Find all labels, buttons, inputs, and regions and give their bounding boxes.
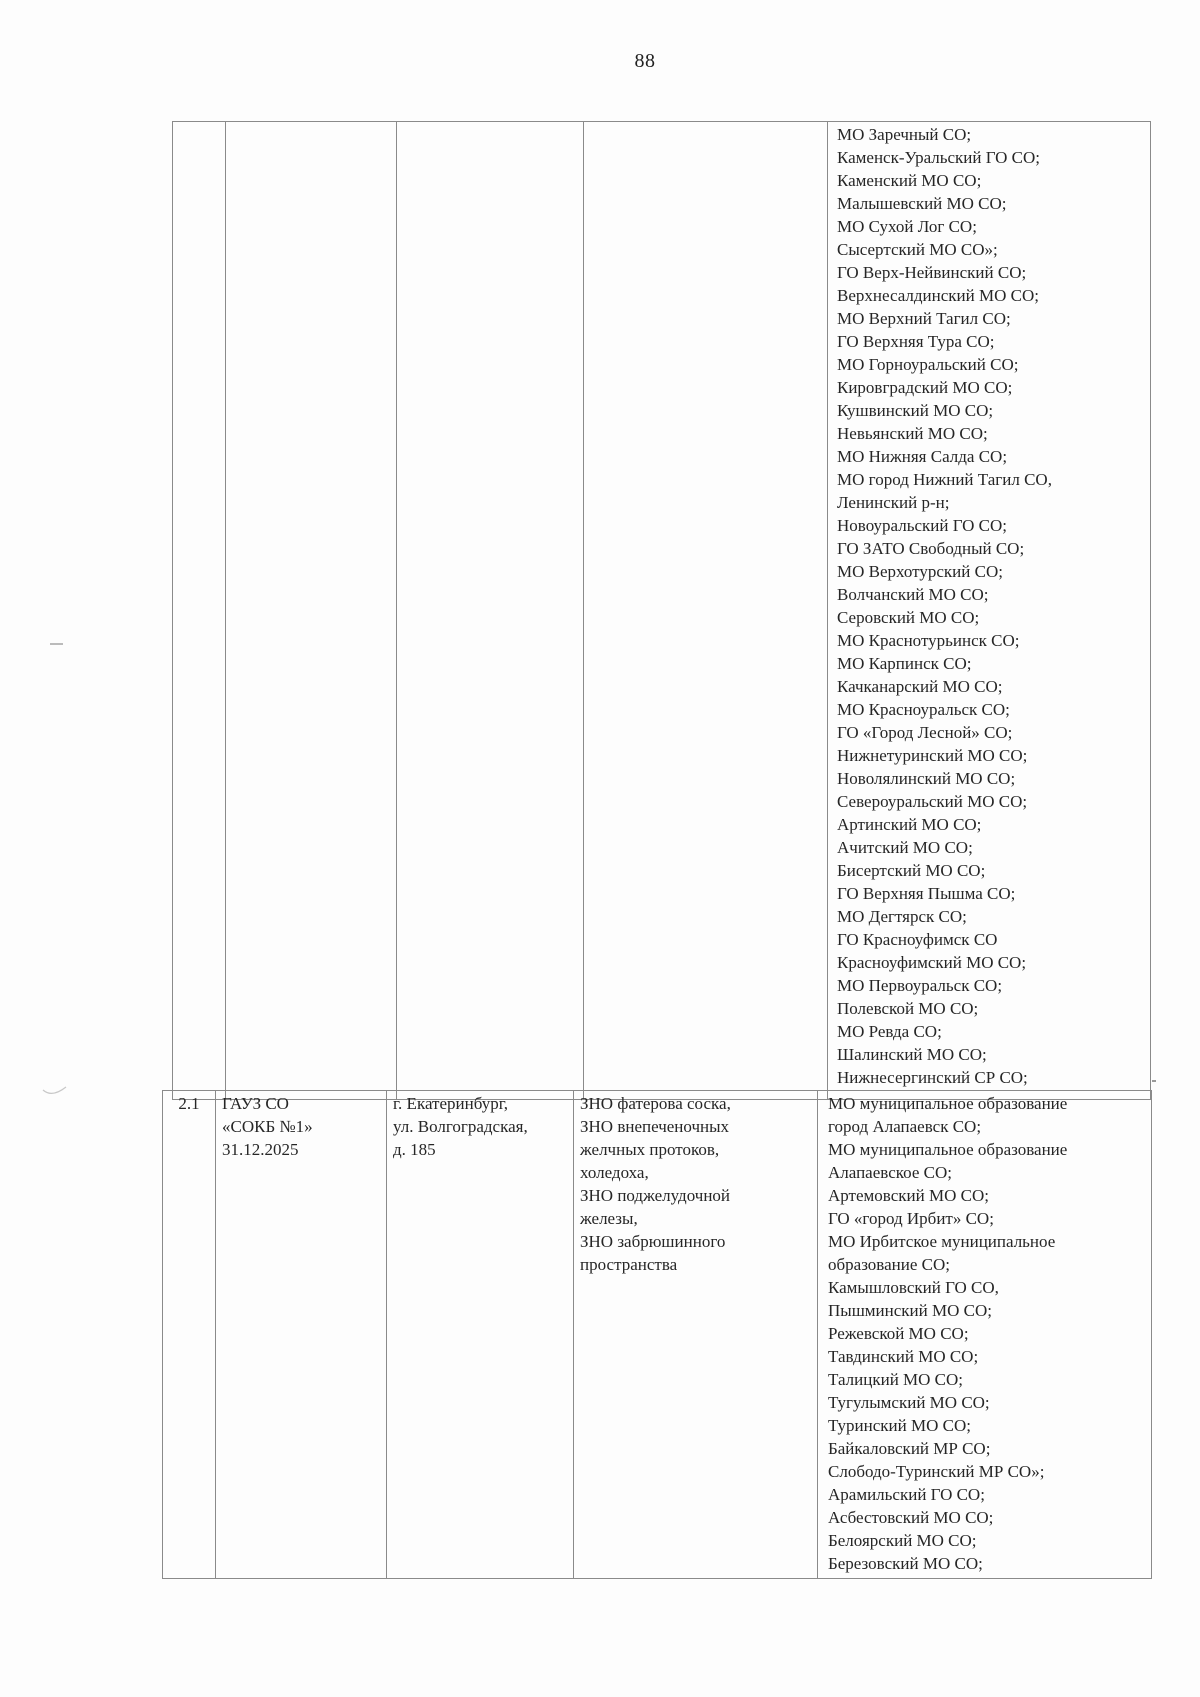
territory-item: Нижнесергинский СР СО; [837, 1068, 1028, 1087]
territory-item: Шалинский МО СО; [837, 1045, 987, 1064]
territory-item: Артемовский МО СО; [828, 1186, 989, 1205]
row-number-cell [163, 1091, 216, 1579]
territory-item: Тавдинский МО СО; [828, 1347, 979, 1366]
territory-item: Пышминский МО СО; [828, 1301, 992, 1320]
diagnoses-list [580, 1092, 811, 1276]
diagnoses-cell [574, 1091, 818, 1579]
territory-item: Нижнетуринский МО СО; [837, 746, 1028, 765]
territory-item: Талицкий МО СО; [828, 1370, 964, 1389]
territory-item: Каменск-Уральский ГО СО; [837, 148, 1041, 167]
diagnosis-line: железы, [580, 1209, 638, 1228]
territory-item: МО Дегтярск СО; [837, 907, 967, 926]
territory-item: ГО «Город Лесной» СО; [837, 723, 1013, 742]
territory-item: ГО Верхняя Пышма СО; [837, 884, 1016, 903]
territory-item: Кушвинский МО СО; [837, 401, 994, 420]
territory-item: МО Краснотурьинск СО; [837, 631, 1020, 650]
territory-item: МО Ирбитское муниципальное [828, 1232, 1056, 1251]
territory-item: Слободо-Туринский МР СО»; [828, 1462, 1045, 1481]
territory-table-row-2-1 [162, 1090, 1152, 1579]
territory-item: ГО «город Ирбит» СО; [828, 1209, 994, 1228]
territory-item: Новолялинский МО СО; [837, 769, 1016, 788]
territory-item: Камышловский ГО СО, [828, 1278, 999, 1297]
territory-item: МО Верхотурский СО; [837, 562, 1003, 581]
territory-item: Тугулымский МО СО; [828, 1393, 990, 1412]
territory-item: Бисертский МО СО; [837, 861, 986, 880]
territory-table-continued [172, 121, 1151, 1100]
diagnosis-line: холедоха, [580, 1163, 649, 1182]
territory-item: МО Сухой Лог СО; [837, 217, 977, 236]
territory-item: Волчанский МО СО; [837, 585, 989, 604]
territory-item: Асбестовский МО СО; [828, 1508, 994, 1527]
territory-item: Белоярский МО СО; [828, 1531, 977, 1550]
territory-item: Арамильский ГО СО; [828, 1485, 985, 1504]
diagnosis-line: желчных протоков, [580, 1140, 720, 1159]
territory-item: Малышевский МО СО; [837, 194, 1007, 213]
territory-item: Красноуфимский МО СО; [837, 953, 1027, 972]
scan-mark [42, 1085, 68, 1099]
territory-item: Новоуральский ГО СО; [837, 516, 1007, 535]
organization-name: ГАУЗ СО [222, 1094, 289, 1113]
territory-item: образование СО; [828, 1255, 950, 1274]
table-row [163, 1091, 1152, 1579]
row-number: 2.1 [178, 1094, 200, 1113]
territory-item: Серовский МО СО; [837, 608, 980, 627]
territory-item: МО Заречный СО; [837, 125, 972, 144]
territory-item: МО Верхний Тагил СО; [837, 309, 1011, 328]
territory-item: МО муниципальное образование [828, 1094, 1068, 1113]
territory-item: ГО Красноуфимск СО [837, 930, 998, 949]
territory-item: ГО Верх-Нейвинский СО; [837, 263, 1027, 282]
organization-abbr: «СОКБ №1» [222, 1117, 313, 1136]
territory-item: Байкаловский МР СО; [828, 1439, 991, 1458]
address-line: д. 185 [393, 1140, 436, 1159]
territory-item: Невьянский МО СО; [837, 424, 988, 443]
scan-mark [1152, 1080, 1156, 1082]
diagnosis-line: ЗНО фатерова соска, [580, 1094, 731, 1113]
territory-item: МО Нижняя Салда СО; [837, 447, 1008, 466]
diagnosis-line: ЗНО забрюшинного [580, 1232, 726, 1251]
row-number-cell [173, 122, 226, 1100]
page-number: 88 [634, 50, 656, 72]
territory-item: Режевской МО СО; [828, 1324, 969, 1343]
scan-mark [50, 643, 63, 645]
territory-item: МО Карпинск СО; [837, 654, 972, 673]
organization-cell [226, 122, 397, 1100]
territory-item: Североуральский МО СО; [837, 792, 1028, 811]
territory-item: МО Ревда СО; [837, 1022, 942, 1041]
territories-list [837, 123, 1150, 1089]
territory-item: ГО Верхняя Тура СО; [837, 332, 995, 351]
territory-item: Ачитский МО СО; [837, 838, 973, 857]
territories-list [828, 1092, 1145, 1575]
territory-item: Сысертский МО СО»; [837, 240, 998, 259]
territory-item: Алапаевское СО; [828, 1163, 952, 1182]
territory-item: Кировградский МО СО; [837, 378, 1013, 397]
diagnosis-line: ЗНО поджелудочной [580, 1186, 731, 1205]
territory-item: ГО ЗАТО Свободный СО; [837, 539, 1025, 558]
organization-cell [216, 1091, 387, 1579]
territory-item: Туринский МО СО; [828, 1416, 971, 1435]
territory-item: город Алапаевск СО; [828, 1117, 982, 1136]
territories-cell [828, 122, 1151, 1100]
diagnosis-line: пространства [580, 1255, 678, 1274]
territory-item: МО Красноуральск СО; [837, 700, 1010, 719]
address-line: г. Екатеринбург, [393, 1094, 509, 1113]
diagnoses-cell [584, 122, 828, 1100]
territory-item: МО город Нижний Тагил СО, [837, 470, 1052, 489]
address-cell [387, 1091, 574, 1579]
territory-item: МО Горноуральский СО; [837, 355, 1019, 374]
territory-item: Ленинский р-н; [837, 493, 950, 512]
territory-item: Каменский МО СО; [837, 171, 982, 190]
territory-item: Березовский МО СО; [828, 1554, 983, 1573]
address-line: ул. Волгоградская, [393, 1117, 528, 1136]
territory-item: МО Первоуральск СО; [837, 976, 1003, 995]
territory-item: Верхнесалдинский МО СО; [837, 286, 1039, 305]
territories-cell [818, 1091, 1152, 1579]
table-row [173, 122, 1151, 1100]
territory-item: Полевской МО СО; [837, 999, 979, 1018]
address-cell [397, 122, 584, 1100]
diagnosis-line: ЗНО внепеченочных [580, 1117, 730, 1136]
territory-item: МО муниципальное образование [828, 1140, 1068, 1159]
territory-item: Артинский МО СО; [837, 815, 982, 834]
organization-date: 31.12.2025 [222, 1140, 299, 1159]
territory-item: Качканарский МО СО; [837, 677, 1003, 696]
